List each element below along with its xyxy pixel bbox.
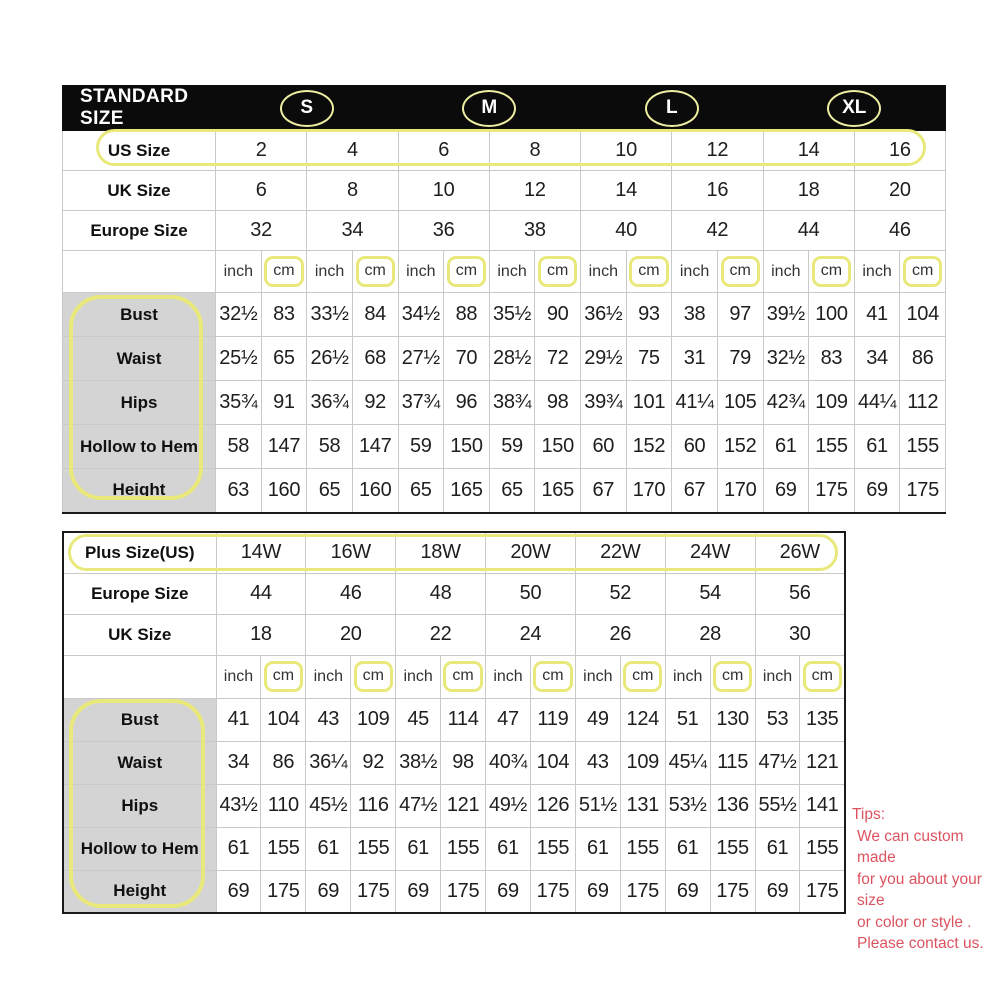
measure-value: 135 [800,698,845,741]
measure-value: 38½ [396,741,441,784]
measure-value: 61 [486,827,531,870]
measure-value: 91 [261,381,307,425]
measure-value: 63 [216,469,262,513]
unit-cm-cell [535,251,581,293]
measure-row [63,425,946,469]
cm-highlight: cm [264,661,303,692]
unit-cm-cell [444,251,490,293]
measure-value: 42¾ [763,381,809,425]
measure-value: 83 [261,293,307,337]
measure-value: 155 [530,827,575,870]
measure-value: 67 [672,469,718,513]
cm-highlight: cm [903,256,942,287]
measure-value: 40¾ [486,741,531,784]
measure-value: 175 [530,870,575,913]
size-value: 42 [672,211,763,251]
measure-value: 61 [755,827,800,870]
unit-inch-label: inch [398,251,444,293]
measure-value: 110 [261,784,306,827]
measure-value: 60 [581,425,627,469]
size-value: 14 [581,171,672,211]
measure-value: 28½ [489,337,535,381]
measure-value: 155 [351,827,396,870]
measure-value: 61 [216,827,261,870]
measure-value: 39¾ [581,381,627,425]
measure-row-label: Height [63,870,216,913]
measure-row-label: Waist [63,741,216,784]
measure-value: 51½ [575,784,620,827]
size-row-label: Europe Size [63,573,216,614]
size-row-label: US Size [63,131,216,171]
unit-inch-label: inch [581,251,627,293]
size-value: 50 [486,573,576,614]
unit-inch-label: inch [396,655,441,698]
measure-value: 75 [626,337,672,381]
unit-cm-cell [717,251,763,293]
units-row [63,251,946,293]
size-value: 56 [755,573,845,614]
size-value: 26 [575,614,665,655]
size-group-oval: L [645,90,699,127]
unit-cm-cell [626,251,672,293]
measure-value: 36¾ [307,381,353,425]
size-value: 10 [398,171,489,211]
measure-value: 26½ [307,337,353,381]
plus-size-table-section [62,531,846,912]
measure-value: 33½ [307,293,353,337]
measure-value: 29½ [581,337,627,381]
unit-cm-cell [352,251,398,293]
measure-value: 147 [261,425,307,469]
measure-value: 175 [900,469,946,513]
measure-value: 59 [489,425,535,469]
measure-value: 35¾ [216,381,262,425]
cm-highlight: cm [447,256,486,287]
measure-value: 45¼ [665,741,710,784]
size-value: 52 [575,573,665,614]
measure-value: 109 [620,741,665,784]
measure-value: 53 [755,698,800,741]
measure-value: 86 [900,337,946,381]
size-value: 6 [398,131,489,171]
measure-value: 41 [854,293,900,337]
size-value: 38 [489,211,580,251]
measure-row [63,827,845,870]
measure-value: 175 [261,870,306,913]
measure-value: 41¼ [672,381,718,425]
unit-inch-label: inch [216,655,261,698]
size-value: 18 [763,171,854,211]
size-value: 44 [763,211,854,251]
measure-row-label: Hollow to Hem [63,827,216,870]
size-value: 22W [575,532,665,573]
measure-value: 175 [441,870,486,913]
unit-inch-label: inch [763,251,809,293]
size-value: 46 [854,211,945,251]
measure-value: 116 [351,784,396,827]
measure-value: 170 [626,469,672,513]
measure-value: 69 [755,870,800,913]
cm-highlight: cm [264,256,303,287]
measure-row-label: Height [63,469,216,513]
measure-value: 136 [710,784,755,827]
unit-inch-label: inch [486,655,531,698]
measure-value: 141 [800,784,845,827]
tips-line: We can custom made [857,827,964,866]
measure-value: 58 [216,425,262,469]
unit-inch-label: inch [489,251,535,293]
measure-value: 51 [665,698,710,741]
measure-value: 60 [672,425,718,469]
measure-value: 43 [306,698,351,741]
measure-value: 43 [575,741,620,784]
size-group-cell [581,86,764,131]
measure-value: 61 [575,827,620,870]
measure-value: 59 [398,425,444,469]
measure-value: 27½ [398,337,444,381]
unit-inch-label: inch [216,251,262,293]
measure-value: 69 [665,870,710,913]
size-value: 46 [306,573,396,614]
measure-value: 69 [216,870,261,913]
tips-line: or color or style . [857,913,972,931]
measure-row [63,381,946,425]
unit-cm-cell [351,655,396,698]
measure-value: 36½ [581,293,627,337]
measure-value: 86 [261,741,306,784]
size-value: 44 [216,573,306,614]
cm-highlight: cm [803,661,842,692]
measure-value: 114 [441,698,486,741]
measure-value: 69 [396,870,441,913]
cm-highlight: cm [812,256,851,287]
measure-value: 49½ [486,784,531,827]
measure-value: 90 [535,293,581,337]
unit-inch-label: inch [665,655,710,698]
measure-value: 104 [900,293,946,337]
size-value: 34 [307,211,398,251]
size-value: 36 [398,211,489,251]
measure-value: 155 [809,425,855,469]
measure-value: 61 [396,827,441,870]
measure-value: 98 [441,741,486,784]
measure-value: 170 [717,469,763,513]
unit-cm-cell [809,251,855,293]
measure-value: 61 [306,827,351,870]
unit-cm-cell [800,655,845,698]
measure-value: 119 [530,698,575,741]
measure-value: 69 [854,469,900,513]
cm-highlight: cm [623,661,662,692]
measure-value: 121 [441,784,486,827]
measure-value: 152 [717,425,763,469]
measure-value: 61 [854,425,900,469]
size-value: 10 [581,131,672,171]
size-value: 40 [581,211,672,251]
measure-value: 96 [444,381,490,425]
measure-value: 34½ [398,293,444,337]
cm-highlight: cm [354,661,393,692]
measure-row-label: Bust [63,698,216,741]
measure-row [63,698,845,741]
measure-value: 69 [763,469,809,513]
measure-value: 105 [717,381,763,425]
plus-size-table [62,531,846,914]
size-row-label: Plus Size(US) [63,532,216,573]
size-value: 18 [216,614,306,655]
cm-highlight: cm [629,256,668,287]
units-row [63,655,845,698]
size-group-cell [398,86,581,131]
size-value: 2 [216,131,307,171]
unit-cm-cell [441,655,486,698]
measure-value: 147 [352,425,398,469]
measure-value: 100 [809,293,855,337]
size-group-cell [216,86,399,131]
measure-value: 165 [535,469,581,513]
tips-line: for you about your size [857,870,982,909]
measure-value: 79 [717,337,763,381]
measure-value: 112 [900,381,946,425]
measure-value: 72 [535,337,581,381]
unit-inch-label: inch [307,251,353,293]
size-value: 14 [763,131,854,171]
cm-highlight: cm [538,256,577,287]
tips-line: Please contact us. [857,935,984,952]
size-value: 20 [854,171,945,211]
measure-value: 109 [809,381,855,425]
size-group-oval: S [280,90,334,127]
measure-value: 65 [307,469,353,513]
measure-value: 97 [717,293,763,337]
measure-value: 175 [620,870,665,913]
size-value: 32 [216,211,307,251]
measure-value: 47 [486,698,531,741]
standard-size-table-section [62,85,946,509]
measure-value: 38 [672,293,718,337]
unit-empty-cell [63,251,216,293]
measure-value: 69 [486,870,531,913]
measure-value: 36¼ [306,741,351,784]
size-row [63,614,845,655]
size-value: 12 [672,131,763,171]
measure-value: 68 [352,337,398,381]
measure-row [63,870,845,913]
standard-header-row [63,86,946,131]
measure-value: 92 [351,741,396,784]
measure-value: 34 [216,741,261,784]
size-value: 16 [672,171,763,211]
size-value: 12 [489,171,580,211]
measure-value: 160 [352,469,398,513]
measure-value: 34 [854,337,900,381]
measure-value: 104 [530,741,575,784]
measure-value: 47½ [755,741,800,784]
size-value: 20W [486,532,576,573]
size-value: 4 [307,131,398,171]
size-value: 54 [665,573,755,614]
measure-value: 38¾ [489,381,535,425]
size-value: 26W [755,532,845,573]
measure-value: 39½ [763,293,809,337]
measure-value: 47½ [396,784,441,827]
measure-value: 131 [620,784,665,827]
measure-row-label: Hips [63,381,216,425]
measure-value: 121 [800,741,845,784]
measure-value: 25½ [216,337,262,381]
measure-value: 115 [710,741,755,784]
size-value: 6 [216,171,307,211]
size-value: 16W [306,532,396,573]
table-title: STANDARD SIZE [63,86,216,131]
unit-inch-label: inch [306,655,351,698]
measure-value: 126 [530,784,575,827]
measure-value: 84 [352,293,398,337]
measure-value: 65 [489,469,535,513]
size-value: 48 [396,573,486,614]
measure-value: 49 [575,698,620,741]
size-value: 18W [396,532,486,573]
unit-cm-cell [261,251,307,293]
measure-value: 175 [800,870,845,913]
size-row-label: UK Size [63,171,216,211]
measure-value: 83 [809,337,855,381]
size-row-label: UK Size [63,614,216,655]
size-value: 20 [306,614,396,655]
measure-value: 70 [444,337,490,381]
measure-row [63,469,946,513]
size-value: 14W [216,532,306,573]
measure-value: 93 [626,293,672,337]
measure-value: 43½ [216,784,261,827]
size-row [63,131,946,171]
measure-value: 101 [626,381,672,425]
cm-highlight: cm [533,661,572,692]
measure-value: 155 [441,827,486,870]
size-value: 8 [307,171,398,211]
size-value: 16 [854,131,945,171]
measure-value: 35½ [489,293,535,337]
size-value: 28 [665,614,755,655]
unit-cm-cell [900,251,946,293]
measure-value: 69 [575,870,620,913]
measure-value: 155 [620,827,665,870]
size-group-oval: XL [827,90,881,127]
size-row [63,171,946,211]
measure-row-label: Bust [63,293,216,337]
measure-value: 92 [352,381,398,425]
measure-row-label: Hollow to Hem [63,425,216,469]
measure-value: 150 [535,425,581,469]
size-value: 22 [396,614,486,655]
measure-value: 45 [396,698,441,741]
cm-highlight: cm [443,661,482,692]
cm-highlight: cm [356,256,395,287]
measure-row-label: Hips [63,784,216,827]
measure-value: 155 [261,827,306,870]
standard-size-table [62,85,946,514]
measure-value: 65 [398,469,444,513]
unit-cm-cell [530,655,575,698]
tips-note [852,804,998,955]
measure-row-label: Waist [63,337,216,381]
tips-title: Tips: [852,806,886,823]
measure-value: 175 [809,469,855,513]
cm-highlight: cm [721,256,760,287]
measure-value: 58 [307,425,353,469]
unit-empty-cell [63,655,216,698]
measure-value: 41 [216,698,261,741]
measure-value: 32½ [216,293,262,337]
unit-inch-label: inch [755,655,800,698]
size-value: 8 [489,131,580,171]
measure-value: 55½ [755,784,800,827]
measure-value: 155 [900,425,946,469]
size-value: 24W [665,532,755,573]
measure-value: 37¾ [398,381,444,425]
measure-value: 155 [800,827,845,870]
size-value: 24 [486,614,576,655]
measure-value: 88 [444,293,490,337]
measure-value: 155 [710,827,755,870]
size-value: 30 [755,614,845,655]
size-row [63,211,946,251]
size-row [63,532,845,573]
measure-value: 67 [581,469,627,513]
unit-cm-cell [261,655,306,698]
measure-value: 130 [710,698,755,741]
measure-value: 61 [763,425,809,469]
measure-value: 44¼ [854,381,900,425]
measure-value: 165 [444,469,490,513]
unit-inch-label: inch [672,251,718,293]
measure-value: 98 [535,381,581,425]
unit-inch-label: inch [575,655,620,698]
measure-value: 31 [672,337,718,381]
size-group-cell [763,86,946,131]
measure-value: 32½ [763,337,809,381]
measure-value: 124 [620,698,665,741]
measure-value: 65 [261,337,307,381]
size-row [63,573,845,614]
measure-row [63,337,946,381]
measure-value: 175 [710,870,755,913]
measure-value: 150 [444,425,490,469]
unit-cm-cell [620,655,665,698]
measure-value: 61 [665,827,710,870]
cm-highlight: cm [713,661,752,692]
measure-value: 104 [261,698,306,741]
measure-value: 109 [351,698,396,741]
size-group-oval: M [462,90,516,127]
measure-value: 69 [306,870,351,913]
measure-row [63,784,845,827]
unit-cm-cell [710,655,755,698]
size-row-label: Europe Size [63,211,216,251]
measure-value: 53½ [665,784,710,827]
measure-value: 175 [351,870,396,913]
unit-inch-label: inch [854,251,900,293]
measure-value: 152 [626,425,672,469]
measure-value: 160 [261,469,307,513]
measure-value: 45½ [306,784,351,827]
measure-row [63,293,946,337]
measure-row [63,741,845,784]
